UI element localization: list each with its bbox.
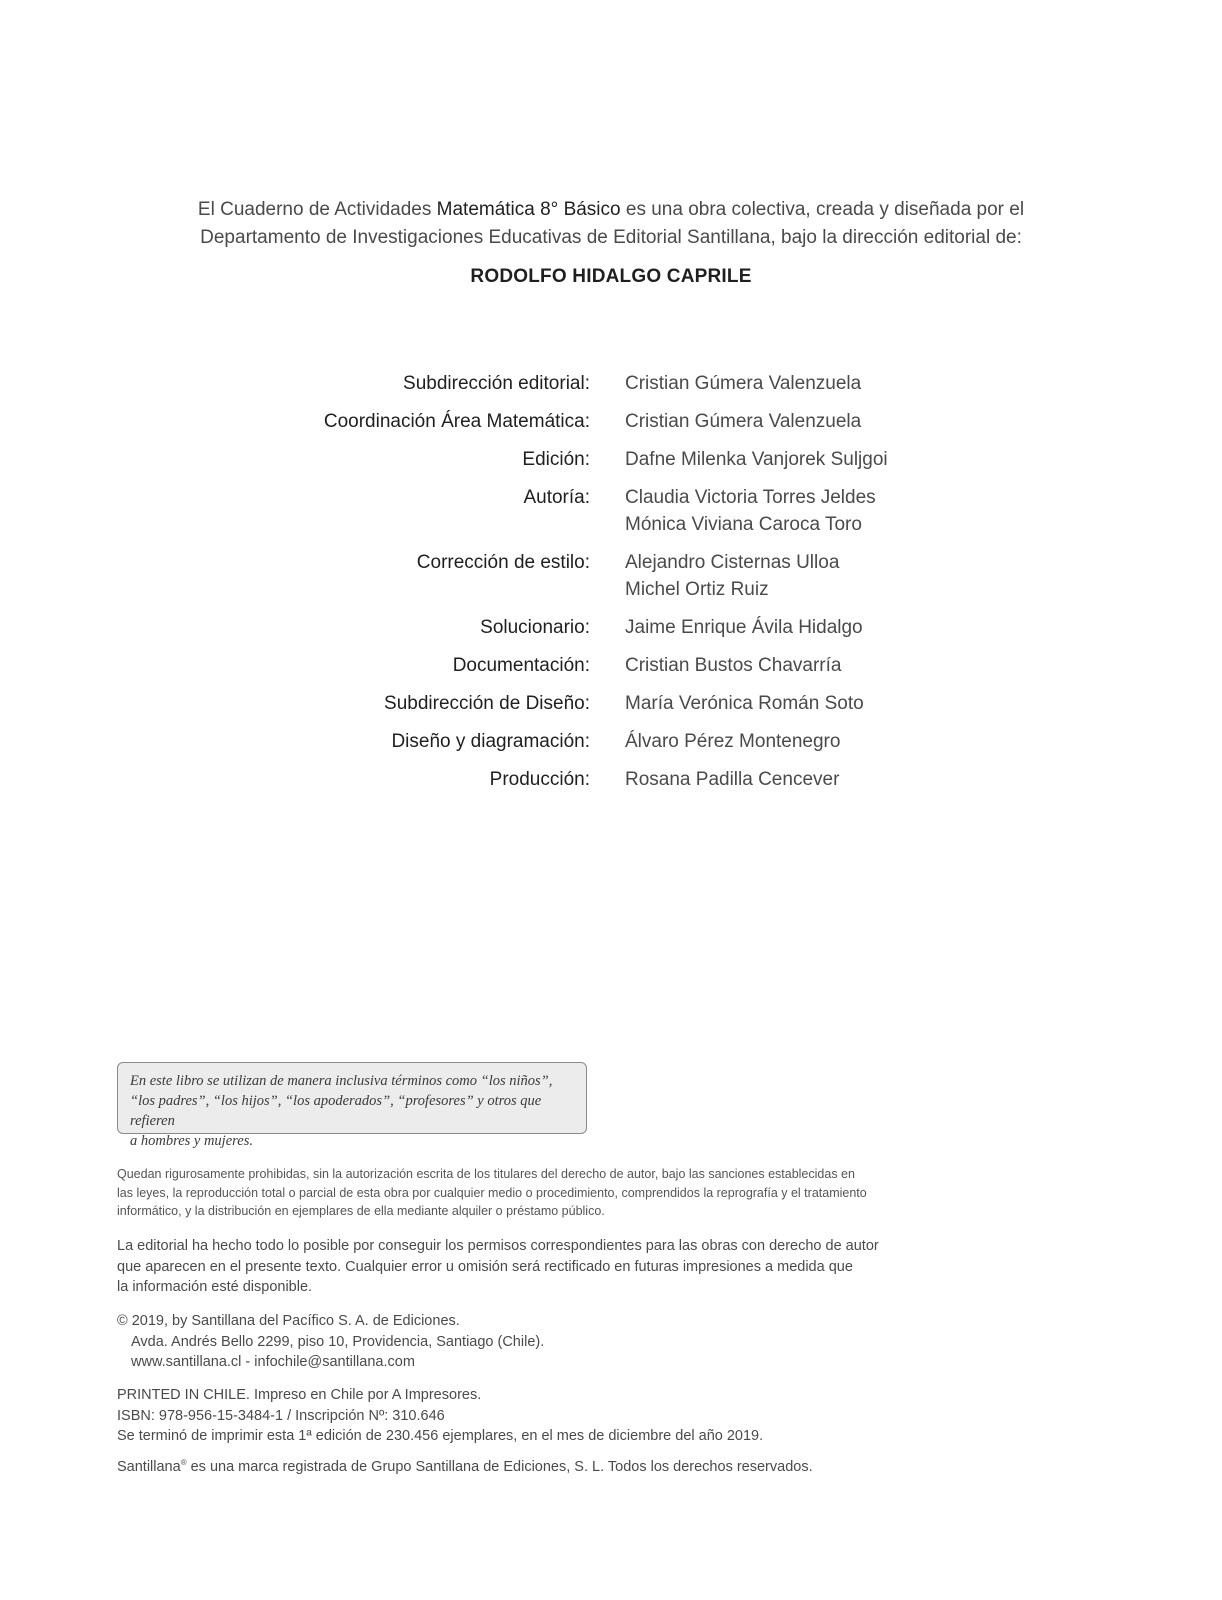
trademark-notice <box>117 1457 917 1478</box>
legal-line-2: las leyes, la reproducción total o parcial de esta obra por cualquier medio o procedimiento, comprendidos la reprografía y el tratamiento <box>117 1185 867 1200</box>
credit-role: Solucionario: <box>480 617 590 638</box>
credit-row <box>0 690 1222 717</box>
credits-list <box>0 370 1222 804</box>
copyright-block <box>117 1311 917 1373</box>
credit-row <box>0 408 1222 435</box>
intro-line-1: El Cuaderno de Actividades Matemática 8° Básico es una obra colectiva, creada y diseñada por el <box>197 199 1025 220</box>
printed-in-line: PRINTED IN CHILE. Impreso en Chile por A Impresores. <box>117 1387 482 1403</box>
credit-name: Alejandro Cisternas Ulloa <box>625 552 840 573</box>
credit-row <box>0 614 1222 641</box>
credit-role: Edición: <box>522 449 590 470</box>
credit-row <box>0 370 1222 397</box>
credit-row <box>0 484 1222 538</box>
editorial-director: RODOLFO HIDALGO CAPRILE <box>470 266 752 287</box>
credit-row <box>0 549 1222 603</box>
legal-line-1: Quedan rigurosamente prohibidas, sin la autorización escrita de los titulares del derecho de autor, bajo las sanciones establecidas en <box>117 1167 855 1181</box>
copyright-line: © 2019, by Santillana del Pacífico S. A. de Ediciones. <box>117 1313 460 1329</box>
credit-names <box>625 652 841 679</box>
credit-names <box>625 614 863 641</box>
credit-name: Dafne Milenka Vanjorek Suljgoi <box>625 449 888 470</box>
credit-name: Jaime Enrique Ávila Hidalgo <box>625 617 863 638</box>
credit-name: Álvaro Pérez Montenegro <box>625 731 841 752</box>
intro-paragraph <box>100 196 1122 252</box>
legal-line-3: informático, y la distribución en ejemplares de ella mediante alquiler o préstamo público. <box>117 1204 605 1218</box>
inclusive-language-notice <box>117 1062 587 1149</box>
trademark-brand: Santillana <box>117 1459 181 1475</box>
credit-names <box>625 408 861 435</box>
credit-name: Mónica Viviana Caroca Toro <box>625 514 862 535</box>
credit-name: Claudia Victoria Torres Jeldes <box>625 487 876 508</box>
credit-row <box>0 652 1222 679</box>
credit-role: Corrección de estilo: <box>416 552 590 573</box>
notice-line-1: En este libro se utilizan de manera inclusiva términos como “los niños”, <box>130 1073 553 1089</box>
credit-name: Cristian Bustos Chavarría <box>625 655 842 676</box>
credit-names <box>625 549 839 603</box>
permissions-line-1: La editorial ha hecho todo lo posible por conseguir los permisos correspondientes para las obras con derecho de autor <box>117 1238 879 1254</box>
credit-role: Documentación: <box>452 655 590 676</box>
credit-name: Cristian Gúmera Valenzuela <box>625 373 862 394</box>
credit-role: Subdirección de Diseño: <box>384 693 590 714</box>
credit-row <box>0 446 1222 473</box>
credit-role: Subdirección editorial: <box>403 373 590 394</box>
credit-row <box>0 766 1222 793</box>
credit-names <box>625 484 876 538</box>
legal-prohibition <box>117 1165 917 1221</box>
credit-names <box>625 690 864 717</box>
credit-role: Coordinación Área Matemática: <box>323 411 590 432</box>
registered-mark: ® <box>180 1458 187 1468</box>
publisher-contact: www.santillana.cl - infochile@santillana.com <box>131 1354 415 1370</box>
trademark-text: es una marca registrada de Grupo Santillana de Ediciones, S. L. Todos los derechos reservados. <box>186 1459 813 1475</box>
intro-line-2: Departamento de Investigaciones Educativas de Editorial Santillana, bajo la dirección editorial de: <box>200 227 1022 248</box>
isbn-line: ISBN: 978-956-15-3484-1 / Inscripción Nº: 310.646 <box>117 1407 445 1424</box>
publisher-address: Avda. Andrés Bello 2299, piso 10, Providencia, Santiago (Chile). <box>131 1333 545 1350</box>
credit-role: Diseño y diagramación: <box>391 731 590 752</box>
printing-info <box>117 1385 917 1447</box>
notice-line-2: “los padres”, “los hijos”, “los apoderados”, “profesores” y otros que refieren <box>130 1093 542 1129</box>
edition-line: Se terminó de imprimir esta 1ª edición de 230.456 ejemplares, en el mes de diciembre del año 2019. <box>117 1428 764 1444</box>
credit-row <box>0 728 1222 755</box>
credit-name: María Verónica Román Soto <box>625 693 864 714</box>
credit-name: Michel Ortiz Ruiz <box>625 579 769 600</box>
permissions-line-3: la información esté disponible. <box>117 1279 313 1295</box>
credit-role: Autoría: <box>523 487 590 508</box>
credit-name: Rosana Padilla Cencever <box>625 769 840 790</box>
credit-name: Cristian Gúmera Valenzuela <box>625 411 862 432</box>
book-title: Matemática 8° Básico <box>436 199 621 220</box>
credit-role: Producción: <box>489 769 590 790</box>
credit-names <box>625 728 840 755</box>
credit-names <box>625 370 861 397</box>
permissions-line-2: que aparecen en el presente texto. Cualquier error u omisión será rectificado en futuras impresiones a medida que <box>117 1258 853 1275</box>
credit-names <box>625 766 839 793</box>
credit-names <box>625 446 888 473</box>
permissions-statement <box>117 1236 917 1298</box>
notice-line-3: a hombres y mujeres. <box>130 1133 253 1149</box>
